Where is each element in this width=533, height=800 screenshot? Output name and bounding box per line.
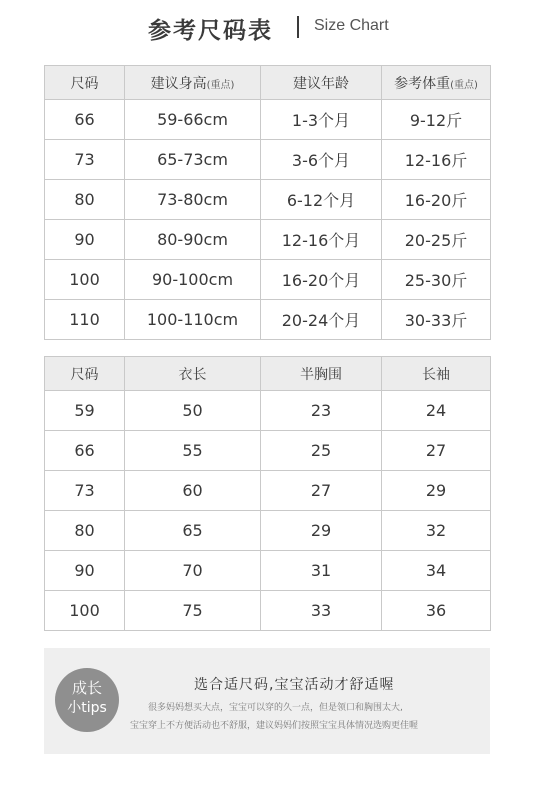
table-cell: 73-80cm [125,180,261,220]
table-cell: 90 [45,551,125,591]
table-row [45,140,491,180]
table-cell: 34 [382,551,491,591]
table-cell: 36 [382,591,491,631]
table-cell: 100-110cm [125,300,261,340]
header-height-hint: (重点) [206,79,235,91]
table-cell: 100 [45,260,125,300]
tips-badge [55,668,119,732]
table-cell: 59-66cm [125,100,261,140]
table-cell: 24 [382,391,491,431]
table-row [45,220,491,260]
header-size: 尺码 [45,357,125,391]
table-cell: 12-16个月 [261,220,382,260]
table-cell: 50 [125,391,261,431]
page-subtitle: Size Chart [314,17,389,34]
table-cell: 66 [45,431,125,471]
size-reference-table [44,65,491,340]
table-cell: 25-30斤 [382,260,491,300]
table-cell: 1-3个月 [261,100,382,140]
tips-text-line2: 宝宝穿上不方便活动也不舒服，建议妈妈们按照宝宝具体情况选购更佳喔 [130,721,419,731]
table-cell: 55 [125,431,261,471]
tips-badge-line1: 成长 [71,679,102,697]
table-cell: 33 [261,591,382,631]
table-cell: 27 [382,431,491,471]
table-row [45,471,491,511]
table-cell: 32 [382,511,491,551]
garment-measurement-table [44,356,491,631]
header-height: 建议身高(重点) [125,66,261,100]
table-cell: 110 [45,300,125,340]
table-cell: 3-6个月 [261,140,382,180]
table-cell: 66 [45,100,125,140]
table-cell: 90 [45,220,125,260]
table-row [45,100,491,140]
table-cell: 31 [261,551,382,591]
table-cell: 90-100cm [125,260,261,300]
title-divider [297,16,299,38]
header-weight-hint: (重点) [450,79,478,91]
table-row [45,591,491,631]
table-cell: 80 [45,180,125,220]
header-sleeve: 长袖 [382,357,491,391]
table-cell: 70 [125,551,261,591]
table-header-row [45,66,491,100]
table-cell: 59 [45,391,125,431]
page-title: 参考尺码表 [148,18,273,44]
header-length: 衣长 [125,357,261,391]
table-cell: 9-12斤 [382,100,491,140]
table-row [45,300,491,340]
tips-badge-line2: 小tips [67,700,107,716]
table-header-row [45,357,491,391]
table-cell: 6-12个月 [261,180,382,220]
page-title-bar [0,12,533,42]
table-row [45,431,491,471]
table-cell: 60 [125,471,261,511]
table-cell: 75 [125,591,261,631]
table-cell: 65-73cm [125,140,261,180]
table-cell: 20-25斤 [382,220,491,260]
table-cell: 100 [45,591,125,631]
table-cell: 65 [125,511,261,551]
table-row [45,180,491,220]
table-cell: 12-16斤 [382,140,491,180]
table-cell: 25 [261,431,382,471]
table-cell: 80-90cm [125,220,261,260]
table-row [45,260,491,300]
header-size: 尺码 [45,66,125,100]
table-cell: 73 [45,471,125,511]
table-cell: 29 [261,511,382,551]
tips-headline: 选合适尺码,宝宝活动才舒适喔 [194,677,395,693]
table-cell: 73 [45,140,125,180]
header-half-chest: 半胸围 [261,357,382,391]
table-cell: 16-20个月 [261,260,382,300]
table-cell: 23 [261,391,382,431]
table-cell: 80 [45,511,125,551]
table-cell: 29 [382,471,491,511]
tips-text-line1: 很多妈妈想买大点，宝宝可以穿的久一点，但是领口和胸围太大, [148,703,403,713]
header-age: 建议年龄 [261,66,382,100]
tips-panel [44,648,490,754]
header-weight: 参考体重(重点) [382,66,491,100]
table-cell: 27 [261,471,382,511]
table-cell: 30-33斤 [382,300,491,340]
table-row [45,511,491,551]
table-cell: 16-20斤 [382,180,491,220]
table-row [45,551,491,591]
table-row [45,391,491,431]
table-cell: 20-24个月 [261,300,382,340]
